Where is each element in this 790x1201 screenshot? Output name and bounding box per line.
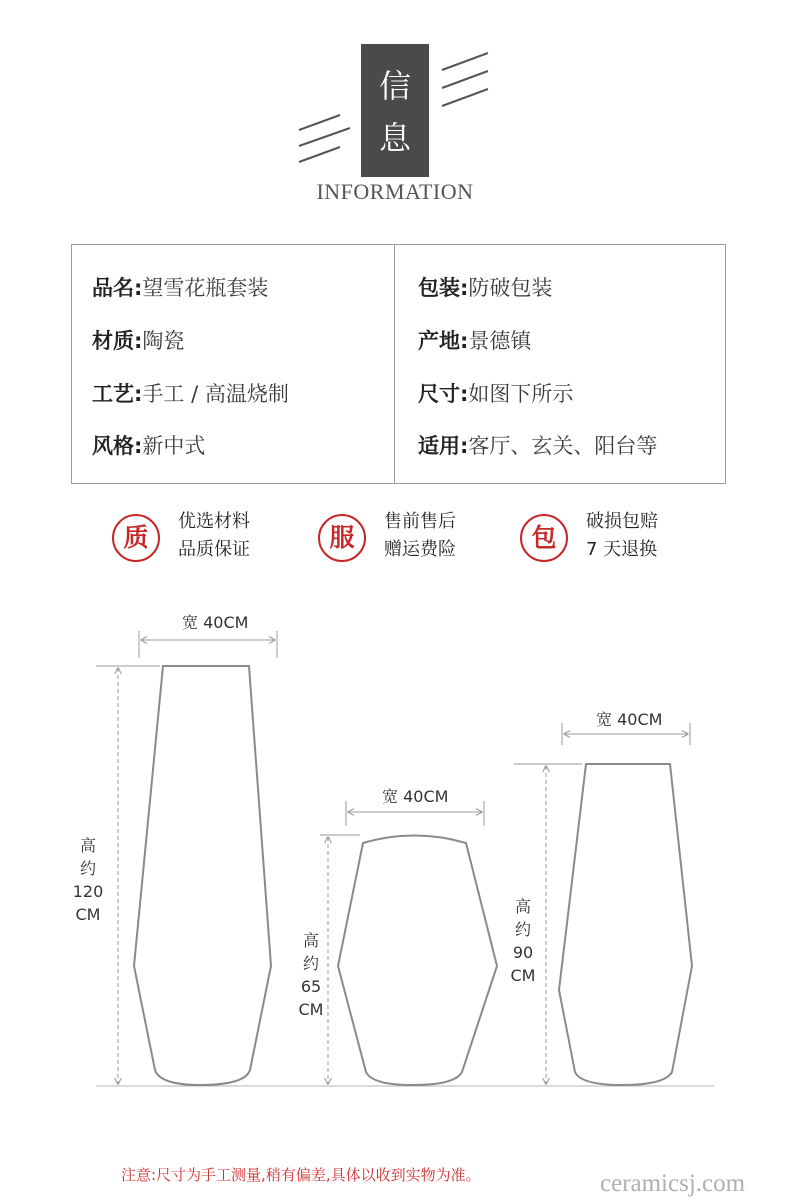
height-char: 高 (302, 931, 319, 950)
info-key: 包装: (418, 276, 469, 300)
info-key: 适用: (418, 434, 469, 458)
feature-quality-line2: 品质保证 (178, 539, 250, 560)
height-char: 约 (79, 859, 96, 878)
height-char: 约 (302, 954, 319, 973)
height-char: 高 (79, 836, 96, 855)
feature-quality-line1: 优选材料 (178, 511, 250, 532)
watermark: ceramicsj.com (600, 1170, 746, 1197)
header-subtitle: INFORMATION (316, 179, 474, 204)
height-value: 90 (512, 943, 534, 962)
short-vase-width-label: 宽 40CM (382, 787, 449, 806)
info-value: 陶瓷 (142, 329, 185, 353)
tall-vase-width-label: 宽 40CM (182, 613, 249, 632)
package-icon: 包 (520, 514, 568, 562)
info-value: 新中式 (142, 434, 206, 458)
info-value: 手工 / 高温烧制 (142, 382, 289, 406)
info-value: 望雪花瓶套装 (142, 276, 269, 300)
info-value: 景德镇 (468, 329, 532, 353)
height-unit: CM (510, 966, 536, 985)
short-vase-outline (338, 836, 497, 1086)
medium-vase-outline (559, 764, 692, 1085)
height-unit: CM (298, 1000, 324, 1019)
tall-vase-height-label (68, 834, 108, 926)
info-key: 品名: (92, 276, 143, 300)
info-key: 产地: (418, 329, 469, 353)
height-unit: CM (75, 905, 101, 924)
feature-service-line1: 售前售后 (384, 511, 456, 532)
info-key: 材质: (92, 329, 143, 353)
header-char-2: 息 (378, 119, 411, 157)
info-key: 风格: (92, 434, 143, 458)
height-value: 120 (72, 882, 104, 901)
header-char-1: 信 (378, 67, 411, 105)
feature-service-line2: 赠运费险 (384, 539, 456, 560)
medium-vase-width-label: 宽 40CM (596, 710, 663, 729)
quality-icon: 质 (112, 514, 160, 562)
height-value: 65 (300, 977, 322, 996)
short-vase-height-label (291, 929, 331, 1021)
info-value: 防破包装 (468, 276, 553, 300)
info-key: 工艺: (92, 382, 143, 406)
info-value: 如图下所示 (468, 382, 574, 406)
measurement-note: 注意:尺寸为手工测量,稍有偏差,具体以收到实物为准。 (121, 1166, 481, 1184)
info-value: 客厅、玄关、阳台等 (468, 434, 658, 458)
feature-package-line2: 7 天退换 (586, 539, 658, 560)
feature-package-line1: 破损包赔 (586, 511, 658, 532)
height-char: 高 (514, 897, 531, 916)
tall-vase-outline (134, 666, 271, 1085)
medium-vase-height-label (503, 895, 543, 987)
height-char: 约 (514, 920, 531, 939)
service-icon: 服 (318, 514, 366, 562)
info-key: 尺寸: (418, 382, 469, 406)
